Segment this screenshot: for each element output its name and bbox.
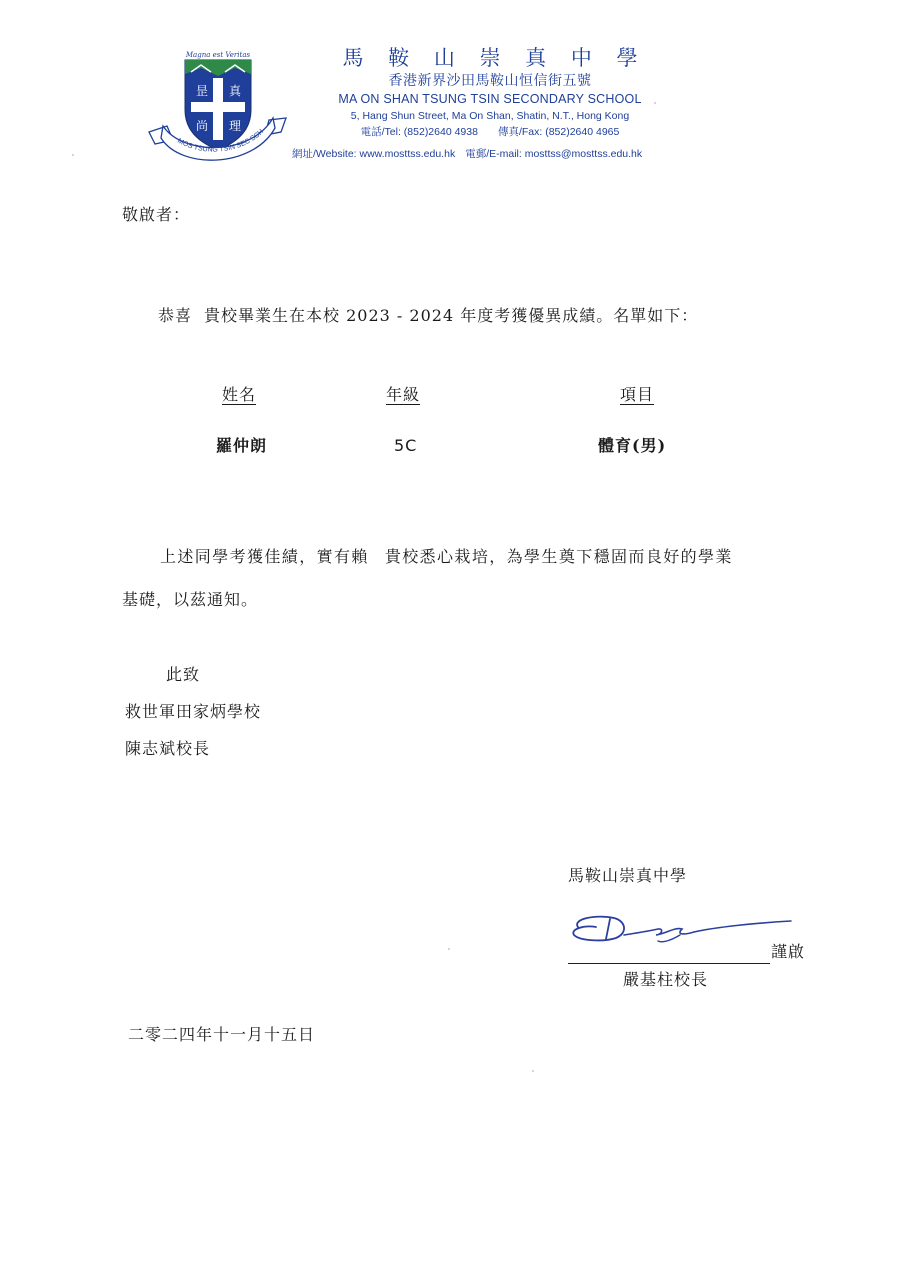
school-address-en: 5, Hang Shun Street, Ma On Shan, Shatin, N.T., Hong Kong [350, 110, 630, 122]
school-fax: 傳真/Fax: (852)2640 4965 [497, 126, 620, 138]
recipient-person: 陳志斌校長 [125, 739, 211, 758]
respectfully-yours: 謹啟 [771, 942, 806, 961]
signature-line [568, 963, 770, 964]
table-header-item: 項目 [620, 385, 655, 404]
salutation: 敬啟者： [122, 205, 191, 224]
para1-part-a: 上述同學考獲佳績，實有賴 [160, 547, 369, 566]
crest-char-3: 尚 [195, 119, 209, 133]
school-website: 網址/Website: www.mosttss.edu.hk [292, 148, 456, 160]
table-header-name: 姓名 [222, 385, 257, 404]
closing-phrase: 此致 [166, 665, 201, 684]
crest-char-2: 真 [228, 84, 242, 98]
scan-speck [448, 948, 450, 950]
para1-part-b: 貴校悉心栽培，為學生奠下穩固而良好的學業 [384, 547, 733, 566]
school-email: 電郵/E-mail: mosttss@mosttss.edu.hk [465, 148, 643, 160]
handwritten-signature [566, 905, 801, 950]
table-row-item: 體育(男) [598, 436, 667, 455]
school-crest-logo [145, 48, 290, 170]
recipient-school: 救世軍田家炳學校 [125, 702, 262, 721]
body-paragraph-line-2: 基礎，以茲通知。 [122, 590, 259, 609]
school-tel: 電話/Tel: (852)2640 4938 [360, 126, 478, 138]
congrats-text: 貴校畢業生在本校 2023 - 2024 年度考獲優異成績。名單如下： [204, 306, 699, 325]
school-phone-fax [290, 124, 690, 140]
sender-school: 馬鞍山崇真中學 [568, 866, 688, 885]
school-name-cn: 馬 鞍 山 崇 真 中 學 [342, 46, 647, 70]
scan-speck [532, 1070, 534, 1072]
congrats-word: 恭喜 [158, 306, 193, 325]
scan-speck [654, 102, 656, 104]
letterhead [290, 44, 690, 140]
school-name-en: MA ON SHAN TSUNG TSIN SECONDARY SCHOOL [338, 92, 642, 106]
sender-principal: 嚴基柱校長 [623, 970, 709, 989]
table-row-name: 羅仲朗 [216, 436, 268, 455]
school-address-cn: 香港新界沙田馬鞍山恒信街五號 [388, 73, 592, 89]
crest-motto: Magna est Veritas [185, 51, 251, 59]
crest-ribbon-text: MOS TSUNG TSIN SEC SCH [176, 128, 266, 154]
scan-speck [72, 154, 74, 156]
letter-date: 二零二四年十一月十五日 [128, 1025, 316, 1044]
table-row-grade: 5C [394, 436, 418, 455]
crest-char-4: 理 [228, 119, 242, 133]
table-header-grade: 年級 [386, 385, 421, 404]
school-web-email [292, 146, 682, 162]
congratulation-line [158, 305, 698, 327]
crest-char-1: 昰 [195, 84, 209, 98]
body-paragraph-line-1 [160, 546, 733, 568]
